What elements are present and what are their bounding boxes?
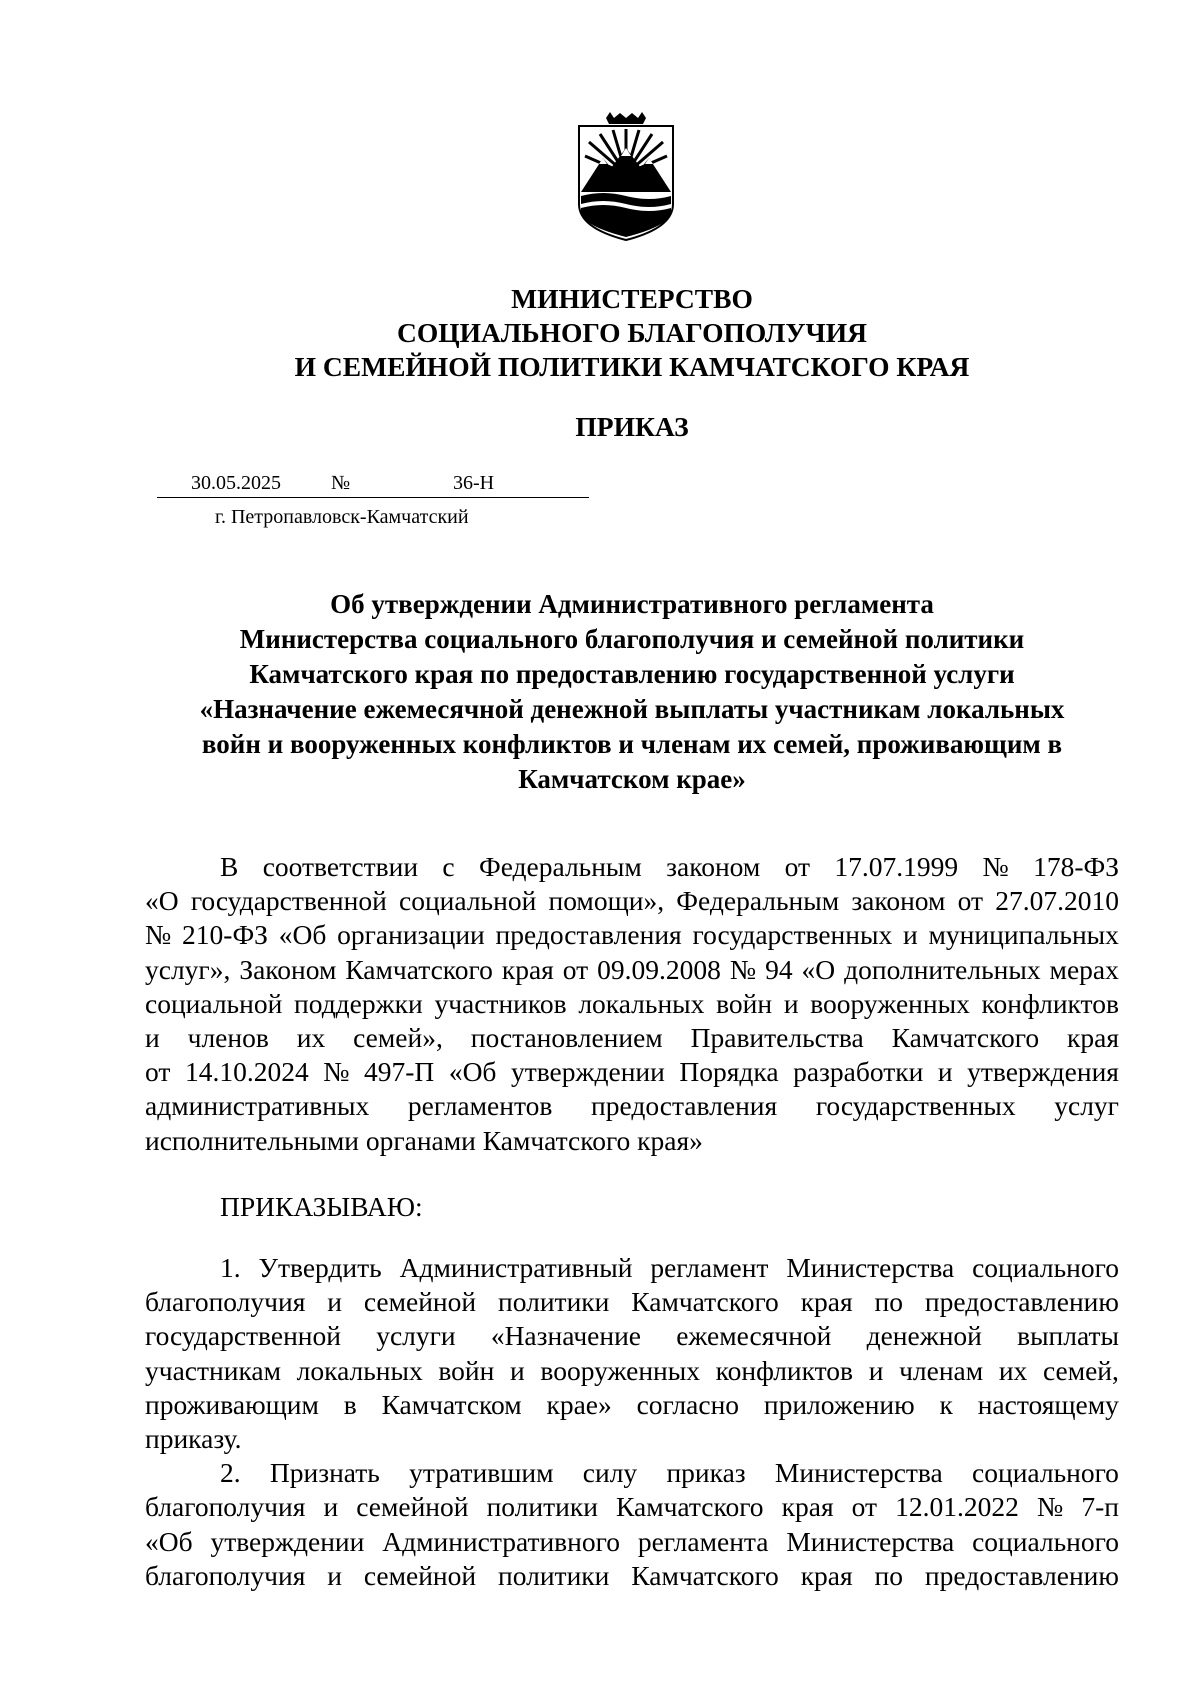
word: помощи», [548, 885, 665, 917]
word: поддержки [294, 987, 423, 1019]
word: 27.07.2010 [995, 885, 1119, 917]
word: членов [187, 1021, 269, 1053]
word: 210-ФЗ [182, 919, 268, 951]
word: утверждении [210, 1525, 365, 1557]
word: «Об [448, 1056, 497, 1088]
text-line [145, 1422, 1119, 1456]
word: Министерства [786, 1525, 955, 1557]
word: 7-п [1081, 1491, 1119, 1523]
text-line [145, 1525, 1119, 1559]
text-line [145, 918, 1119, 952]
text-line [145, 1021, 1119, 1055]
word: семей, [1042, 1354, 1119, 1386]
word: с [442, 851, 455, 882]
subject-line: Камчатском крае» [518, 764, 746, 794]
subject-line: войн и вооруженных конфликтов и членам их семей, проживающим в [201, 729, 1063, 759]
word: организации [337, 919, 485, 951]
word: края [800, 1559, 853, 1591]
word: семейной [363, 1286, 477, 1318]
word: В [220, 851, 239, 882]
ministry-line: СОЦИАЛЬНОГО БЛАГОПОЛУЧИЯ [397, 317, 867, 348]
word: № [1036, 1491, 1064, 1523]
text-line [145, 1124, 1119, 1158]
word: Правительства [690, 1021, 864, 1053]
number-sign: № [331, 472, 351, 494]
word: проживающим [145, 1388, 319, 1420]
word: утратившим [409, 1457, 554, 1489]
word: и [327, 1559, 342, 1591]
word: 94 [765, 953, 793, 985]
text-line [145, 1285, 1119, 1319]
ministry-line: И СЕМЕЙНОЙ ПОЛИТИКИ КАМЧАТСКОГО КРАЯ [294, 351, 970, 382]
word: услуг», [145, 953, 231, 985]
word: Административного [382, 1525, 620, 1557]
word: согласно [636, 1388, 740, 1420]
word: войн [716, 987, 773, 1019]
word: предоставлению [924, 1286, 1119, 1318]
word: регламент [650, 1252, 769, 1283]
word: «О [145, 885, 179, 917]
text-line [145, 1490, 1119, 1524]
word: вооруженных [540, 1354, 700, 1386]
text-line [145, 1388, 1119, 1422]
text-line [145, 1354, 1119, 1388]
word: по [874, 1559, 904, 1591]
word: от [957, 885, 984, 917]
word: государственной [190, 885, 387, 917]
kamchatka-coat-of-arms-icon [573, 112, 679, 242]
word: разработки [793, 1056, 924, 1088]
word: локальных [296, 1354, 423, 1386]
word: семейной [356, 1491, 469, 1523]
text-line [145, 987, 1119, 1021]
city-name: г. Петропавловск-Камчатский [215, 506, 469, 528]
word: от [851, 1491, 878, 1523]
word: денежной [866, 1320, 982, 1352]
word: «Об [145, 1525, 193, 1557]
word: «О [801, 953, 836, 985]
word: постановлением [470, 1021, 663, 1053]
word: и [323, 1491, 339, 1523]
word: благополучия [145, 1559, 306, 1591]
word: настоящему [977, 1388, 1119, 1420]
word: государственной [145, 1320, 341, 1352]
word: Камчатском [381, 1388, 522, 1420]
word: и [937, 1056, 953, 1088]
word: административных [145, 1090, 370, 1122]
word: Признать [269, 1457, 380, 1489]
word: семей», [353, 1021, 443, 1053]
word: войн [438, 1354, 495, 1386]
text-line [145, 1456, 1119, 1490]
word: края [781, 1491, 834, 1523]
word: ежемесячной [676, 1320, 832, 1352]
text-line [145, 953, 1119, 987]
word: социальной [145, 987, 283, 1019]
word: края [501, 953, 554, 985]
word: «Об [278, 919, 327, 951]
word: края [800, 1286, 853, 1318]
word: муниципальных [928, 919, 1119, 951]
word: Порядка [679, 1056, 779, 1088]
subject-line: Камчатского края по предоставлению государственной услуги [249, 659, 1015, 689]
word: политики [486, 1491, 598, 1523]
word: выплаты [1017, 1320, 1119, 1352]
word: предоставлению [924, 1559, 1119, 1591]
word: и [868, 1354, 884, 1386]
word: приказу. [145, 1422, 242, 1454]
word: 178-ФЗ [1033, 851, 1119, 882]
word: соответствии [262, 851, 419, 882]
text-line [145, 1251, 1119, 1285]
word: регламента [637, 1525, 769, 1557]
word: их [998, 1354, 1028, 1386]
subject-line: Министерства социального благополучия и семейной политики [239, 624, 1025, 654]
word: и [783, 987, 799, 1019]
word: Камчатского [631, 1286, 779, 1318]
word: Камчатского [891, 1021, 1040, 1053]
word: Административный [399, 1252, 633, 1283]
subject-line: Об утверждении Административного регламента [330, 589, 934, 619]
word: 1. [220, 1252, 241, 1283]
word: предоставления [495, 919, 682, 951]
word: предоставления [591, 1090, 778, 1122]
word: участникам [145, 1354, 281, 1386]
word: конфликтов [715, 1354, 854, 1386]
word: 2. [220, 1457, 241, 1489]
word: Камчатского [631, 1559, 779, 1591]
word: социального [972, 1457, 1119, 1489]
word: услуг [1054, 1090, 1119, 1122]
word: локальных [578, 987, 705, 1019]
word: Камчатского [616, 1491, 764, 1523]
word: крае» [546, 1388, 612, 1420]
ministry-name [0, 282, 1200, 384]
word: 497-П [364, 1056, 435, 1088]
word: вооруженных [810, 987, 970, 1019]
word: благополучия [145, 1286, 306, 1318]
word: исполнительными органами Камчатского края» [145, 1124, 703, 1156]
word: № [982, 851, 1009, 882]
doc-type-title: ПРИКАЗ [575, 411, 689, 442]
word: государственных [692, 919, 893, 951]
word: приказ [666, 1457, 746, 1489]
word: законом [666, 851, 761, 882]
word: № [729, 953, 757, 985]
word: силу [582, 1457, 638, 1489]
word: к [939, 1388, 953, 1420]
word: услуги [376, 1320, 456, 1352]
order-subject [147, 587, 1117, 797]
word: Камчатского [345, 953, 493, 985]
text-line [145, 850, 1119, 884]
word: от [562, 953, 589, 985]
word: по [874, 1286, 904, 1318]
text-line [145, 1559, 1119, 1593]
word: Федеральным [676, 885, 840, 917]
word: политики [498, 1286, 610, 1318]
word: Утвердить [258, 1252, 382, 1283]
text-line [145, 1319, 1119, 1353]
text-line [145, 884, 1119, 918]
word: утверждении [510, 1056, 665, 1088]
ministry-line: МИНИСТЕРСТВО [511, 283, 753, 314]
word: социального [972, 1252, 1119, 1283]
preamble-paragraph [145, 850, 1119, 1158]
word: государственных [815, 1090, 1016, 1122]
order-items [145, 1251, 1119, 1593]
word: законом [851, 885, 946, 917]
subject-line: «Назначение ежемесячной денежной выплаты участникам локальных [199, 694, 1065, 724]
word: политики [498, 1559, 610, 1591]
word: и [145, 1021, 160, 1053]
word: Министерства [774, 1457, 943, 1489]
word: членам [899, 1354, 984, 1386]
orders-word: ПРИКАЗЫВАЮ: [220, 1191, 423, 1222]
word: мерах [1049, 953, 1119, 985]
word: «Назначение [490, 1320, 641, 1352]
word: и [510, 1354, 525, 1386]
word: от [784, 851, 811, 882]
word: Федеральным [478, 851, 642, 882]
word: социального [972, 1525, 1119, 1557]
date-number-line [157, 469, 589, 498]
word: регламентов [407, 1090, 553, 1122]
word: края [1067, 1021, 1119, 1053]
word: № [323, 1056, 350, 1088]
word: их [296, 1021, 326, 1053]
word: и [327, 1286, 342, 1318]
word: 12.01.2022 [895, 1491, 1019, 1523]
word: в [343, 1388, 357, 1420]
word: приложению [763, 1388, 915, 1420]
word: и [903, 919, 918, 951]
word: конфликтов [981, 987, 1119, 1019]
word: благополучия [145, 1491, 306, 1523]
text-line [145, 1055, 1119, 1089]
word: семейной [363, 1559, 477, 1591]
word: 17.07.1999 [834, 851, 959, 882]
word: № [145, 919, 172, 951]
word: социальной [399, 885, 537, 917]
word: утверждения [967, 1056, 1119, 1088]
word: 14.10.2024 [184, 1056, 309, 1088]
word: дополнительных [844, 953, 1041, 985]
word: Законом [239, 953, 337, 985]
order-date: 30.05.2025 [191, 472, 281, 494]
word: 09.09.2008 [597, 953, 721, 985]
word: от [145, 1056, 171, 1088]
word: участников [434, 987, 567, 1019]
word: Министерства [786, 1252, 955, 1283]
text-line [145, 1089, 1119, 1123]
order-number: 36-Н [453, 472, 495, 494]
